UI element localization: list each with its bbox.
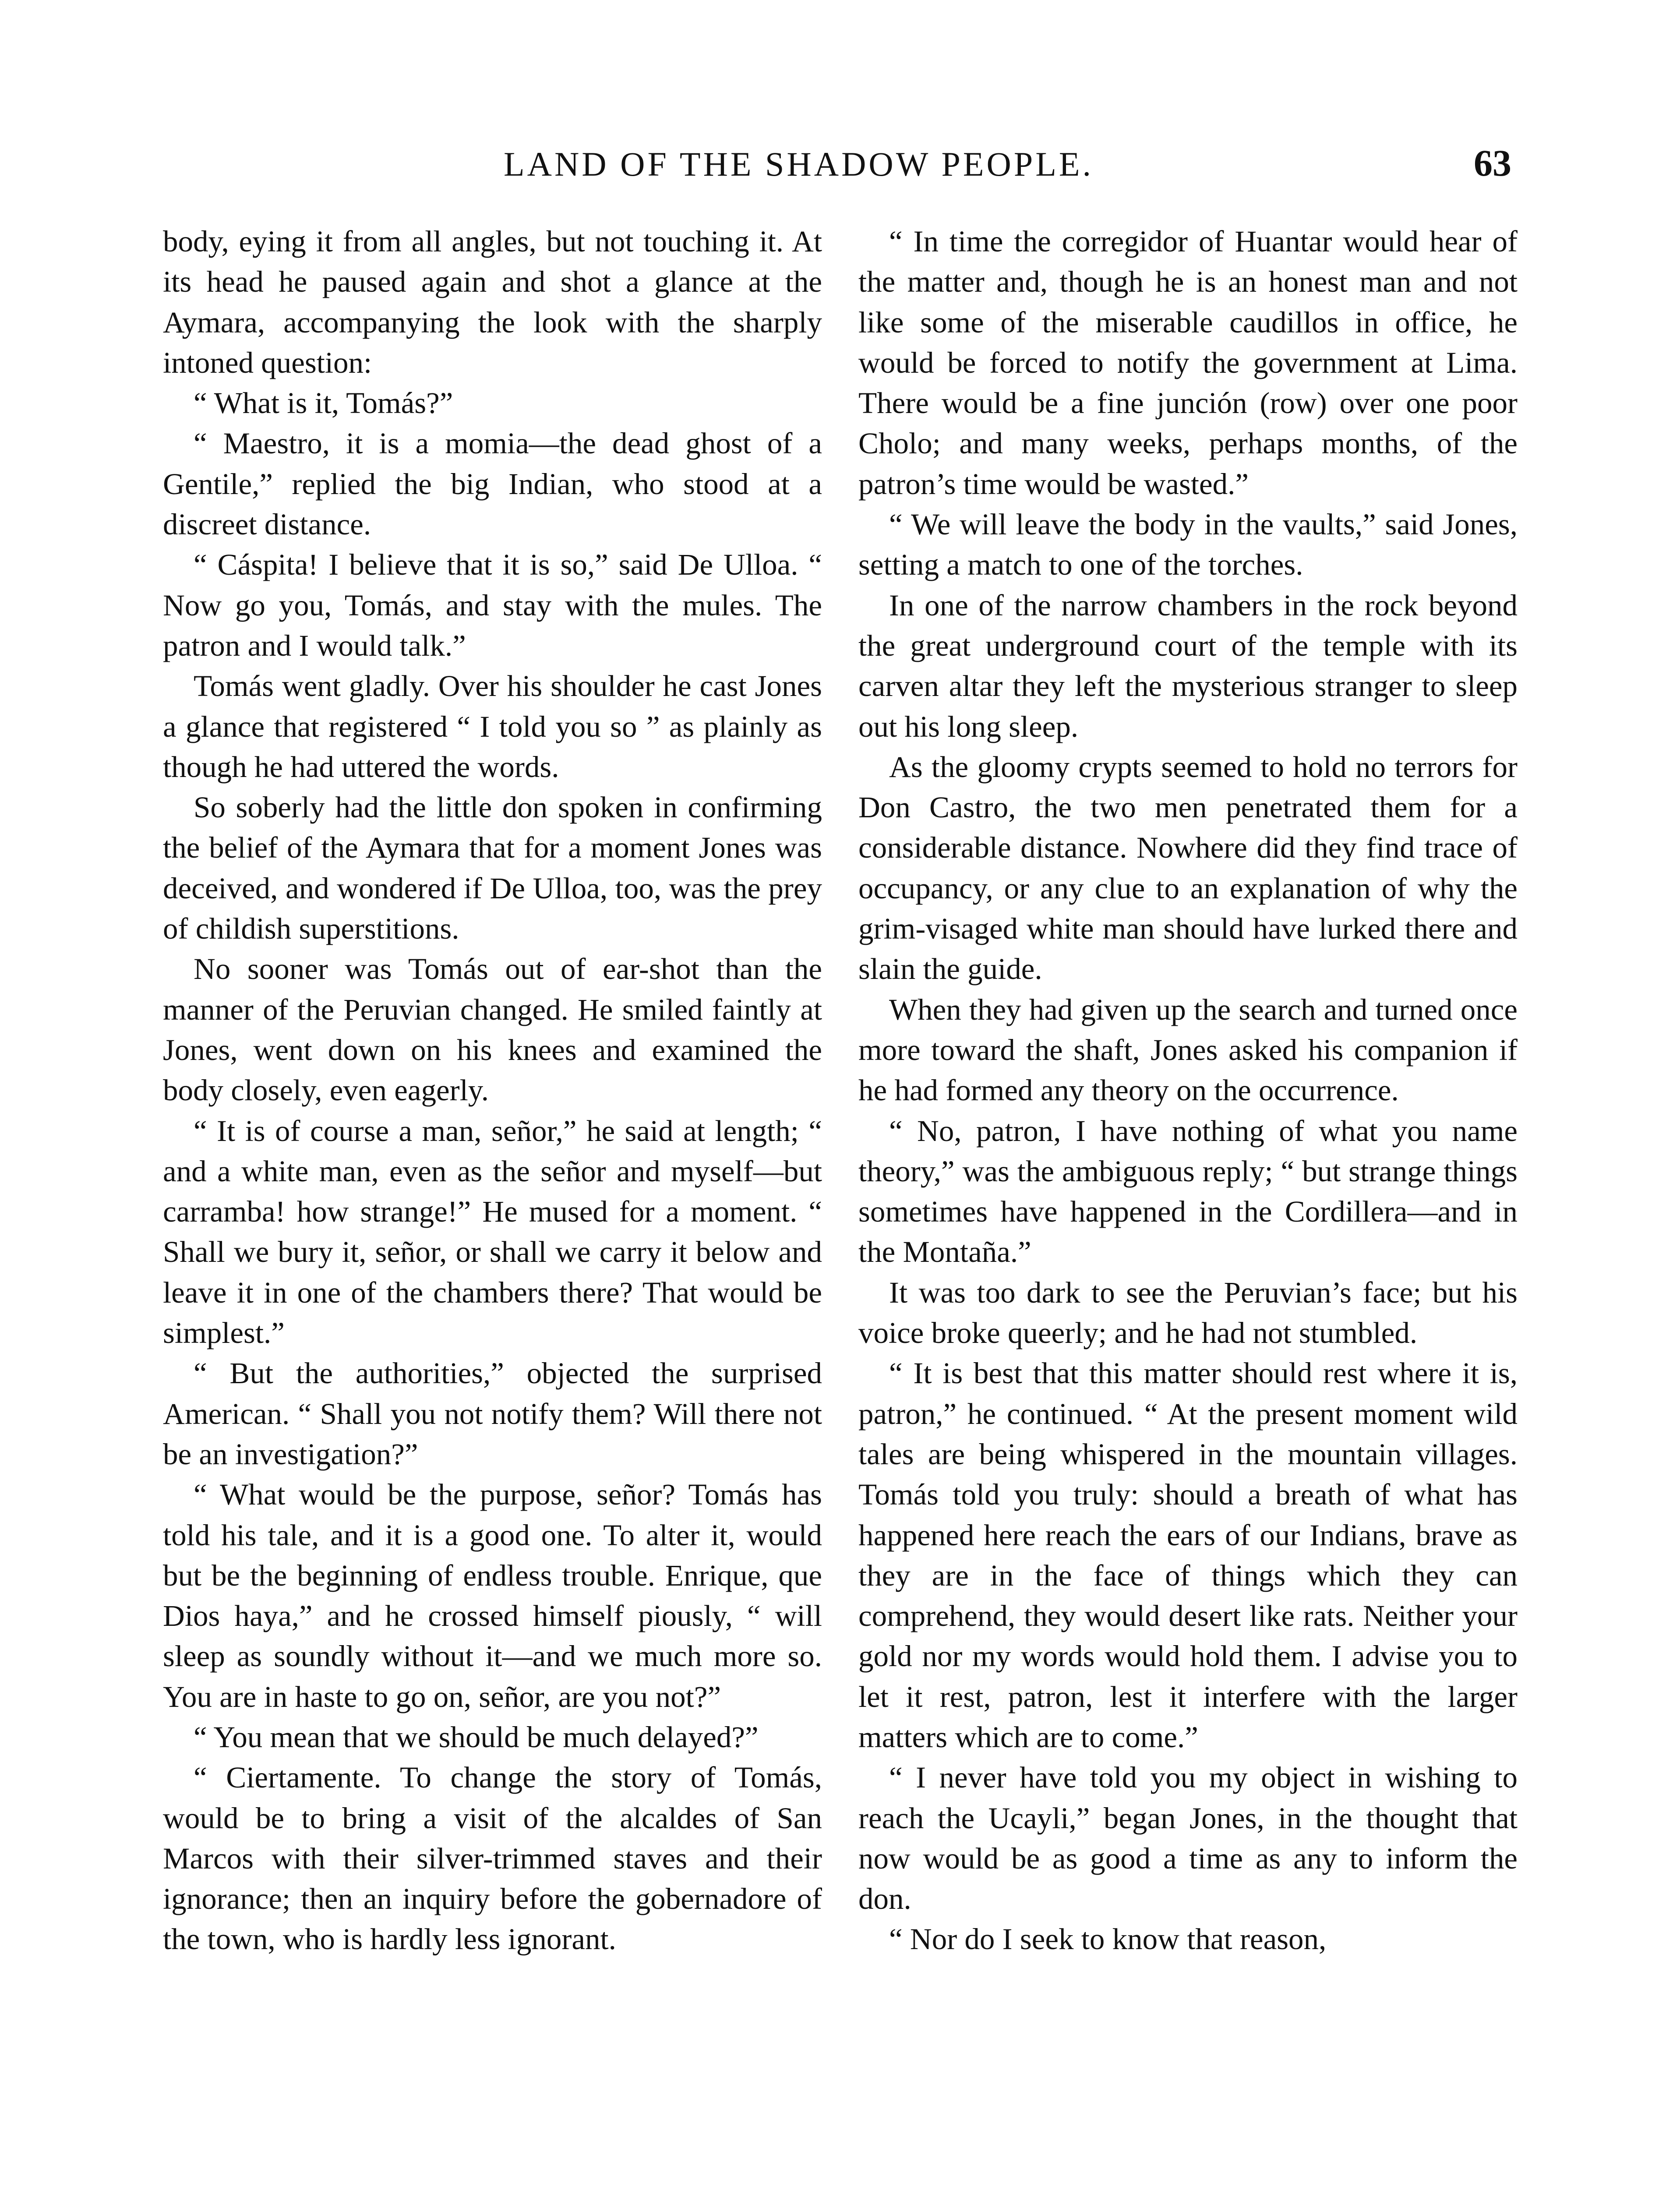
paragraph: “ What is it, Tomás?” bbox=[194, 386, 453, 420]
left-text-column bbox=[163, 221, 822, 1960]
paragraph: It was too dark to see the Peruvian’s face; but his voice broke queerly; and he had not stumbled. bbox=[858, 1275, 1518, 1350]
paragraph: “ Nor do I seek to know that reason, bbox=[889, 1922, 1327, 1956]
paragraph: So soberly had the little don spoken in confirming the belief of the Aymara that for a moment Jones was deceived, and wondered if De Ulloa, too, was the prey of childish superstitions. bbox=[163, 791, 822, 946]
paragraph: When they had given up the search and turned once more toward the shaft, Jones asked his companion if he had formed any theory on the occurrence. bbox=[858, 993, 1518, 1107]
paragraph: “ We will leave the body in the vaults,” said Jones, setting a match to one of the torches. bbox=[858, 508, 1518, 582]
paragraph: “ But the authorities,” objected the surprised American. “ Shall you not notify them? Will there not be an investigation?” bbox=[163, 1356, 822, 1471]
paragraph: Tomás went gladly. Over his shoulder he cast Jones a glance that registered “ I told you so ” as plainly as though he had uttered the words. bbox=[163, 669, 822, 784]
paragraph: body, eying it from all angles, but not touching it. At its head he paused again and shot a glance at the Aymara, accompanying the look with the sharply intoned question: bbox=[163, 225, 822, 379]
right-text-column bbox=[858, 221, 1518, 1960]
paragraph: “ No, patron, I have nothing of what you name theory,” was the ambiguous reply; “ but strange things sometimes have happened in the Cordillera—and in the Montaña.” bbox=[858, 1114, 1518, 1269]
paragraph: No sooner was Tomás out of ear-shot than the manner of the Peruvian changed. He smiled faintly at Jones, went down on his knees and examined the body closely, even eagerly. bbox=[163, 952, 822, 1107]
paragraph: “ I never have told you my object in wishing to reach the Ucayli,” began Jones, in the thought that now would be as good a time as any to inform the don. bbox=[858, 1761, 1518, 1916]
paragraph: “ What would be the purpose, señor? Tomás has told his tale, and it is a good one. To alter it, would but be the beginning of endless trouble. Enrique, que Dios haya,” and he crossed himself piously, “ will sleep as soundly without it—and we much more so. You are in haste to go on, señor, are you not?” bbox=[163, 1478, 822, 1713]
paragraph: “ Cáspita! I believe that it is so,” said De Ulloa. “ Now go you, Tomás, and stay with the mules. The patron and I would talk.” bbox=[163, 548, 822, 662]
running-title: LAND OF THE SHADOW PEOPLE. bbox=[504, 145, 1094, 183]
paragraph: “ It is best that this matter should rest where it is, patron,” he continued. “ At the present moment wild tales are being whispered in the mountain villages. Tomás told you truly: should a breath of what has happened here reach the ears of our Indians, brave as they are in the face of things which they can comprehend, they would desert like rats. Neither your gold nor my words would hold them. I advise you to let it rest, patron, lest it interfere with the larger matters which are to come.” bbox=[858, 1356, 1518, 1754]
paragraph: In one of the narrow chambers in the rock beyond the great underground court of the temple with its carven altar they left the mysterious stranger to sleep out his long sleep. bbox=[858, 588, 1518, 743]
paragraph: “ Maestro, it is a momia—the dead ghost of a Gentile,” replied the big Indian, who stood at a discreet distance. bbox=[163, 427, 822, 541]
paragraph: “ In time the corregidor of Huantar would hear of the matter and, though he is an honest man and not like some of the miserable caudillos in office, he would be forced to notify the government at Lima. There would be a fine junción (row) over one poor Cholo; and many weeks, perhaps months, of the patron’s time would be wasted.” bbox=[858, 225, 1518, 501]
page-number: 63 bbox=[1474, 142, 1511, 184]
paragraph: “ Ciertamente. To change the story of Tomás, would be to bring a visit of the alcaldes of San Marcos with their silver-trimmed staves and their ignorance; then an inquiry before the gobernadore of the town, who is hardly less ignorant. bbox=[163, 1761, 822, 1956]
paragraph: “ You mean that we should be much delayed?” bbox=[194, 1720, 759, 1754]
paragraph: As the gloomy crypts seemed to hold no terrors for Don Castro, the two men penetrated them for a considerable distance. Nowhere did they find trace of occupancy, or any clue to an explanation of why the grim-visaged white man should have lurked there and slain the guide. bbox=[858, 750, 1518, 986]
paragraph: “ It is of course a man, señor,” he said at length; “ and a white man, even as the señor and myself—but carramba! how strange!” He mused for a moment. “ Shall we bury it, señor, or shall we carry it below and leave it in one of the chambers there? That would be simplest.” bbox=[163, 1114, 822, 1350]
